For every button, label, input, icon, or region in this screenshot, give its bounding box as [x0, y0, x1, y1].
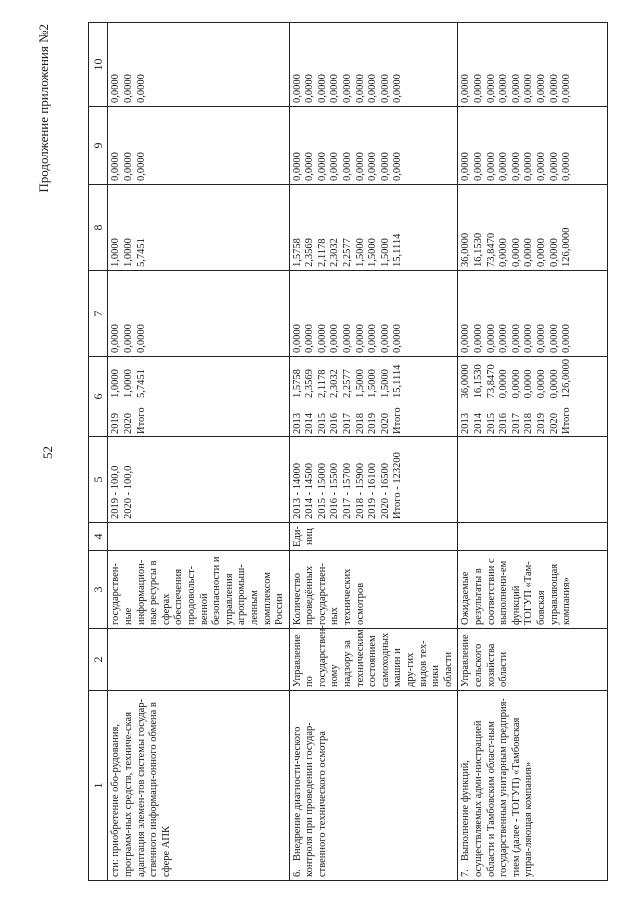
- target-values-cell: [458, 437, 608, 523]
- cell-line: 15,1114: [392, 233, 404, 267]
- local-budget-cell: [108, 107, 289, 185]
- executor-cell: Управление сельского хозяйства области: [458, 629, 608, 691]
- cell-line: 0,0000: [367, 324, 379, 353]
- unit-cell: [108, 523, 289, 551]
- cell-line: 0,0000: [473, 74, 485, 103]
- cell-line: 0,0000: [342, 152, 354, 181]
- year-label: 2020: [122, 413, 134, 434]
- header-cell: 4: [89, 523, 108, 551]
- header-cell: 8: [89, 185, 108, 271]
- total-value: 5,7451: [135, 369, 147, 398]
- values-column: [460, 359, 573, 398]
- cell-line: 1,5000: [354, 238, 366, 267]
- cell-line: 0,0000: [110, 324, 122, 353]
- other-sources-cell: [458, 23, 608, 107]
- federal-budget-cell: [458, 271, 608, 357]
- cell-line: 0,0000: [523, 152, 535, 181]
- total-value: 73,8470: [485, 364, 497, 399]
- cell-line: 2020 - 100,0: [122, 465, 134, 519]
- executor-cell: [108, 629, 289, 691]
- cell-line: Итого - 123200: [392, 452, 404, 519]
- cell-line: 0,0000: [535, 74, 547, 103]
- total-value: 2,3032: [329, 369, 341, 398]
- cell-line: 0,0000: [561, 324, 573, 353]
- years-column: [292, 398, 405, 434]
- cell-line: 0,0000: [473, 324, 485, 353]
- cell-line: 2019 - 16100: [367, 463, 379, 519]
- total-value: 1,0000: [122, 369, 134, 398]
- funding-years-cell: [108, 357, 289, 437]
- year-label: 2019: [367, 413, 379, 434]
- cell-line: 0,0000: [535, 152, 547, 181]
- cell-line: 0,0000: [135, 74, 147, 103]
- cell-line: 0,0000: [291, 74, 303, 103]
- local-budget-cell: [289, 107, 458, 185]
- activity-text: Внедрение диагности-ческого контроля при проведении государ-ственного технического осмотра: [291, 722, 328, 877]
- cell-line: 1,0000: [110, 238, 122, 267]
- cell-line: 126,0000: [561, 227, 573, 267]
- cell-line: 0,0000: [304, 74, 316, 103]
- cell-line: 0,0000: [510, 152, 522, 181]
- total-value: 1,5000: [354, 369, 366, 398]
- cell-line: 0,0000: [498, 74, 510, 103]
- row-number: 7.: [460, 869, 472, 877]
- year-label: 2019: [535, 413, 547, 434]
- cell-line: 0,0000: [135, 324, 147, 353]
- cell-line: 73,8470: [485, 232, 497, 267]
- cell-line: 0,0000: [329, 152, 341, 181]
- year-label: Итого: [135, 407, 147, 434]
- total-value: 2,3569: [304, 369, 316, 398]
- cell-line: 0,0000: [473, 152, 485, 181]
- year-label: 2018: [523, 413, 535, 434]
- funding-years-cell: [458, 357, 608, 437]
- year-label: Итого: [392, 407, 404, 434]
- header-cell: 9: [89, 107, 108, 185]
- cell-line: 2,2577: [342, 238, 354, 267]
- cell-line: 0,0000: [535, 238, 547, 267]
- year-label: 2017: [342, 413, 354, 434]
- table-body: [108, 23, 608, 881]
- activity-cell: [289, 691, 458, 881]
- cell-line: 0,0000: [122, 74, 134, 103]
- page-number: 52: [40, 446, 55, 459]
- cell-line: 0,0000: [316, 324, 328, 353]
- total-value: 36,0000: [460, 364, 472, 399]
- header-row: [89, 23, 108, 881]
- cell-line: 0,0000: [498, 324, 510, 353]
- total-value: 0,0000: [498, 369, 510, 399]
- year-label: 2013: [460, 413, 472, 434]
- cell-line: 0,0000: [329, 74, 341, 103]
- year-label: 2019: [110, 413, 122, 434]
- target-values-cell: [289, 437, 458, 523]
- cell-line: 0,0000: [510, 324, 522, 353]
- cell-line: 0,0000: [561, 74, 573, 103]
- header-cell: 1: [89, 691, 108, 881]
- federal-budget-cell: [289, 271, 458, 357]
- total-value: 1,5000: [379, 369, 391, 398]
- table-row: [289, 23, 458, 881]
- activity-text: сти: приобретение обо-рудования, программ-ных средств, техниче-ская адаптация элемен-тов системы государ-ственного информаци-онного обмена в сфере АПК: [110, 698, 172, 877]
- year-label: 2018: [354, 413, 366, 434]
- years-column: [460, 398, 573, 434]
- cell-line: 0,0000: [523, 74, 535, 103]
- cell-line: 0,0000: [367, 74, 379, 103]
- cell-line: 0,0000: [110, 74, 122, 103]
- target-values-cell: [108, 437, 289, 523]
- cell-line: 0,0000: [510, 74, 522, 103]
- cell-line: 0,0000: [354, 324, 366, 353]
- cell-line: 0,0000: [304, 324, 316, 353]
- cell-line: 0,0000: [460, 74, 472, 103]
- cell-line: 2,3569: [304, 238, 316, 267]
- activity-text: Выполнение функций, осуществляемых адми-нистрацией области и Тамбовским област-ным государственным унитарным предприя-тием (далее - ТОГУП) «Тамбовская управ-ляющая компания»: [460, 698, 535, 877]
- regional-budget-cell: [458, 185, 608, 271]
- cell-line: 2014 - 14500: [304, 463, 316, 519]
- cell-line: 16,1530: [473, 232, 485, 267]
- total-value: 1,0000: [110, 369, 122, 398]
- cell-line: 0,0000: [392, 74, 404, 103]
- total-value: 0,0000: [523, 369, 535, 399]
- total-value: 2,2577: [342, 369, 354, 398]
- cell-line: 0,0000: [392, 324, 404, 353]
- year-label: 2013: [291, 413, 303, 434]
- regional-budget-cell: [108, 185, 289, 271]
- header-cell: 3: [89, 551, 108, 629]
- cell-line: 0,0000: [510, 238, 522, 267]
- total-value: 1,5000: [367, 369, 379, 398]
- cell-line: 0,0000: [485, 74, 497, 103]
- cell-line: 0,0000: [122, 324, 134, 353]
- cell-line: 0,0000: [329, 324, 341, 353]
- years-values-wrap: [292, 359, 405, 434]
- total-value: 2,1178: [316, 369, 328, 398]
- executor-cell: Управление по государствен-ному надзору за техническим состоянием самоходных машин и дру-гих видов тех-ники области: [289, 629, 458, 691]
- cell-line: 0,0000: [367, 152, 379, 181]
- cell-line: 0,0000: [122, 152, 134, 181]
- cell-line: 2,3032: [329, 238, 341, 267]
- header-cell: 10: [89, 23, 108, 107]
- cell-line: 0,0000: [548, 152, 560, 181]
- cell-line: 0,0000: [535, 324, 547, 353]
- year-label: 2015: [316, 413, 328, 434]
- total-value: 16,1530: [473, 364, 485, 399]
- other-sources-cell: [289, 23, 458, 107]
- cell-line: 0,0000: [561, 152, 573, 181]
- activity-cell: [108, 691, 289, 881]
- funding-years-cell: [289, 357, 458, 437]
- unit-cell: Еди-ниц: [289, 523, 458, 551]
- values-column: [292, 365, 405, 398]
- total-value: 0,0000: [535, 369, 547, 399]
- cell-line: 0,0000: [379, 152, 391, 181]
- cell-line: 0,0000: [316, 152, 328, 181]
- cell-line: 5,7451: [135, 238, 147, 267]
- year-label: 2014: [473, 413, 485, 434]
- cell-line: 0,0000: [460, 324, 472, 353]
- total-value: 1,5758: [291, 369, 303, 398]
- cell-line: 0,0000: [342, 324, 354, 353]
- cell-line: 2018 - 15900: [354, 463, 366, 519]
- header-cell: 7: [89, 271, 108, 357]
- cell-line: 1,0000: [122, 238, 134, 267]
- cell-line: 2020 - 16500: [379, 463, 391, 519]
- total-value: 126,0000: [561, 359, 573, 399]
- program-table: [88, 22, 608, 881]
- row-number: 6.: [291, 869, 303, 877]
- activity-cell: [458, 691, 608, 881]
- year-label: 2015: [485, 413, 497, 434]
- years-values-wrap: [110, 359, 148, 434]
- values-column: [110, 369, 148, 398]
- cell-line: 0,0000: [110, 152, 122, 181]
- cell-line: 0,0000: [498, 238, 510, 267]
- cell-line: 0,0000: [548, 238, 560, 267]
- cell-line: 2015 - 15000: [316, 463, 328, 519]
- local-budget-cell: [458, 107, 608, 185]
- cell-line: 0,0000: [498, 152, 510, 181]
- year-label: 2020: [548, 413, 560, 434]
- cell-line: 0,0000: [485, 152, 497, 181]
- other-sources-cell: [108, 23, 289, 107]
- cell-line: 0,0000: [523, 324, 535, 353]
- cell-line: 36,0000: [460, 232, 472, 267]
- cell-line: 0,0000: [304, 152, 316, 181]
- year-label: 2016: [329, 413, 341, 434]
- cell-line: 2013 - 14000: [291, 463, 303, 519]
- indicator-cell: Ожидаемые результаты в соответствии с выполнени-ем функций ТОГУП «Там-бовская управляющая компания»: [458, 551, 608, 629]
- cell-line: 0,0000: [354, 152, 366, 181]
- cell-line: 0,0000: [379, 324, 391, 353]
- cell-line: 0,0000: [548, 324, 560, 353]
- table-row: [108, 23, 289, 881]
- cell-line: 0,0000: [354, 74, 366, 103]
- cell-line: 0,0000: [291, 324, 303, 353]
- cell-line: 2017 - 15700: [342, 463, 354, 519]
- year-label: 2017: [510, 413, 522, 434]
- cell-line: 0,0000: [392, 152, 404, 181]
- header-cell: 2: [89, 629, 108, 691]
- cell-line: 0,0000: [548, 74, 560, 103]
- cell-line: 1,5000: [379, 238, 391, 267]
- cell-line: 2019 - 100,0: [110, 465, 122, 519]
- unit-cell: [458, 523, 608, 551]
- cell-line: 1,5000: [367, 238, 379, 267]
- year-label: Итого: [561, 407, 573, 434]
- cell-line: 0,0000: [485, 324, 497, 353]
- federal-budget-cell: [108, 271, 289, 357]
- continuation-caption: Продолжение приложения №2: [36, 24, 51, 193]
- year-label: 2014: [304, 413, 316, 434]
- years-column: [110, 398, 148, 434]
- indicator-cell: государствен-ные информацион-ные ресурсы в сферах обеспечения продовольст-венной безопасности и управления агропромыш-ленным комплексом России: [108, 551, 289, 629]
- header-cell: 6: [89, 357, 108, 437]
- cell-line: 0,0000: [316, 74, 328, 103]
- total-value: 0,0000: [548, 369, 560, 399]
- cell-line: 0,0000: [379, 74, 391, 103]
- year-label: 2020: [379, 413, 391, 434]
- cell-line: 2,1178: [316, 238, 328, 267]
- cell-line: 0,0000: [523, 238, 535, 267]
- cell-line: 0,0000: [342, 74, 354, 103]
- cell-line: 1,5758: [291, 238, 303, 267]
- cell-line: 0,0000: [291, 152, 303, 181]
- header-cell: 5: [89, 437, 108, 523]
- regional-budget-cell: [289, 185, 458, 271]
- cell-line: 2016 - 15500: [329, 463, 341, 519]
- total-value: 0,0000: [510, 369, 522, 399]
- indicator-cell: Количество проведённых государствен-ных технических осмотров: [289, 551, 458, 629]
- table-row: [458, 23, 608, 881]
- cell-line: 0,0000: [460, 152, 472, 181]
- total-value: 15,1114: [392, 364, 404, 398]
- years-values-wrap: [460, 359, 573, 434]
- cell-line: 0,0000: [135, 152, 147, 181]
- year-label: 2016: [498, 413, 510, 434]
